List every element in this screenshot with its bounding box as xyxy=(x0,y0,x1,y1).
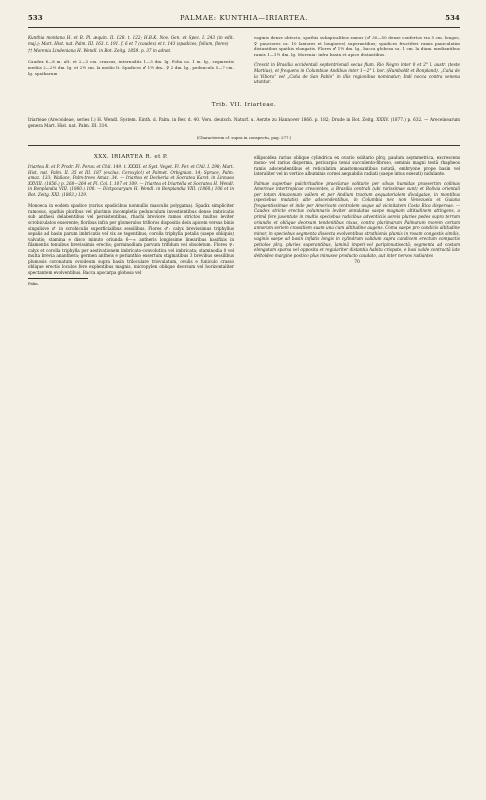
kunthia-description-cont: vaginis dense obtecto, spathis subapicalibus ramos (♂ 30—50 dense confertos via 5 cm. longos, ♀ pauciores ca. 10 laxiores et longiores) superantibus; spadices fructiferi ramis paniculatim distantibus spathis elongatis. Flores ♂ 1½ dm. lg., bacca globosa ca. 1 cm. la diam. mediantibus ramis 1—1½ dm. lg. Morenia: infra basin et apice distantibus. xyxy=(254,35,460,57)
section-rule xyxy=(28,145,460,146)
genus-right-column xyxy=(254,155,460,287)
page-footer xyxy=(28,281,234,287)
sheet-number: 70 xyxy=(354,260,360,266)
genus-synonyms: Iriartea R. et P. Prodr. Fl. Peruv. et Chil. 149. t. XXXII. et Syst. Veget. Fl. Per. et Chil. I. 298; Mart. Hist. nat. Palm. II. 35 et III. 187 (exclus. Ceroxylo!) et Palmet. Orbignian. 14; Spruce, Palm. amaz. 133; Wallace, Palm-trees Amaz. 34. — Iriartea et Deckeria et Socratea Karst. in Linnaea XXVIII. (1856.) p. 268—264 et Fl. Col. I. 107 et 109. — Iriartea et Iriartella et Socratea H. Wendl. in Bonplandia VIII. (1860.) 100. — Dictyocaryum H. Wendl. in Bonplandia VIII. (1860.) 106 et in Bot. Zeitg. XXI. (1863.) 129. xyxy=(28,164,234,197)
kunthia-distribution: Crescit in Brasilia occidentali septentrionali secus flum. Rio Negro inter 0 et 2° l. austr. (teste Martius), et frequens in Columbiae Andibus inter 1—2° l. bor. (Humboldt et Bonpland). „Caña de la Vibora“ vel „Caña de San Pablo“ in illis regionibus nominatur; Indi nocca contra venena utuntur. xyxy=(254,62,460,85)
header-rule xyxy=(28,27,460,28)
habit-description: Palmae superbae pulchritudine praeclarae solitarie per silvas humidas praesertim collinas Americae intertropicae crescentes, a Brasilia centrali (ubi rarissimae sunt) et Bolivia orientali per totam Amazonum vallem et per Andium tractum aequatorialem divulgatae, in montibus (speciebus mutatis) alte adscendentibus, in Columbia nec non Venezuela et Guiana frequentissimae et inde per Americam centralem usque ad vicinitatem Costa Rica dispersae. — Caudex stricte erectus columnaris leviter annulatus saepe magnam altitudinem attingens, a primâ fere juventute in multis speciebus radicibus adventiciis aereis pluries pedes supra terram oriundis et oblique deorsum tendentibus nixus, contra plurimarum Palmarum morem certam annorum seriem crassitiem suam una cum altitudine augens. Coma saepe pro candicis altitudine minor, in speciebus segmenta dissecta evolventibus struthionis plumis in rosam congestis similis, vaginis saepe ad basin inflatis longis in cylindrum validum supra candicem erectum compactis petiolos plrq. pluries superantibus, laminā imperi-vel paripinnatisectā; segmenta ad costam elongatam sparsa vel opposita et regulariter distantia habitu crispato, e basi valde contractā late deltoideo margine postico plus minusve producto caudato, aut inter nervos radiantes xyxy=(254,180,460,258)
tribe-heading: Trib. VII. Iriarteae. xyxy=(211,102,277,109)
main-columns xyxy=(28,155,460,287)
paper-page xyxy=(28,14,460,287)
running-header xyxy=(28,14,460,26)
page-number-left: 533 xyxy=(28,14,43,22)
tribe-text: Iriarteae (Arecoideae, series I.) H. Wendl. System. Einth. d. Palm. in Ber. d. 40. Vers. deutsch. Naturf. u. Aerzte zu Hannover 1866. p. 182; Drude in Bot. Zeitg. XXXV. (1877.) p. 632. — Areceinearum genera Mart. Hist. nat. Palm. III. 314. xyxy=(28,117,460,128)
top-columns xyxy=(28,35,460,86)
morenia-reference: †† Morenia Lindeniana H. Wendl. in Bot. Zeitg. 1859. p. 37 in adnot. xyxy=(28,47,172,53)
top-right-column xyxy=(254,35,460,86)
genus-description: Monoeca in eodem spadice (rarius spadicibus nonnullis masculis polygama). Spadix simpliciter ramosus, spathis pluribus vel plurimis incompletis pedunculum investientibus dense imbricatis sub anthesi delabentibus vel persistentibus, rhachi breviore ramos strictos multos leviter scrobiculatos exserente; floribus infra per glomerulos trifloros dispositis dein apicem versus binis singulisve ♂ in scrobiculis superficialibus sessilibus. Flores ♂: calyx brevissimus triphyllus sepalis ad basin parum imbricatis vel vix se tegentibus; corolla triphylla petalis (saepe obliquis) valvatis; stamina e disco minuto oriunda 6—∞ antheris longissime linearibus basifixis in filamentis tenuibus brevissimis erectis; gorminodium parvum trifidum vel obsoletum. Flores ♀: calyx et corolla triphylla per aestivationem imbricato-convolutiva vel imbricata; staminodia 0 vel multa brevia anantherа; germen antheis e perianthio exsertum stigmatibus 3 brevibus sessilibus plumosis coronatum ovoideum supra basin triloculare triovulatum, ovulis e funiculo crasso oblique erectis loculos fere explentibus magnis, micropylen oblique deorsum vel horizontaliter spectantem evolventibus. Bacca apocarpa globosa vel xyxy=(28,203,234,275)
kunthia-reference: Kunthia montana H. et B. Pl. æquin. II. 128. t. 122; H.B.K. Nov. Gen. et Spec. I. 243 (in edit. maj.); Mart. Hist. nat. Palm. III. 163. t. 191. f. 6 et 7 (caudex) et t. 143 (spadices, folium, flores) xyxy=(28,35,234,46)
footnote-rule xyxy=(28,278,88,279)
top-left-column xyxy=(28,35,234,86)
signature-mark: Palm. xyxy=(28,281,39,287)
running-title: PALMAE: KUNTHIA—IRIARTEA. xyxy=(180,14,308,22)
genus-heading: XXX. IRIARTEA R. et P. xyxy=(93,153,169,160)
page-number-right: 534 xyxy=(445,14,460,22)
genus-left-column xyxy=(28,155,234,287)
tribe-characters-note: (Characterem cf. supra in conspectu, pag. 277.) xyxy=(196,134,292,140)
kunthia-description: Caudex 6—8 m. alt. et 2—3 cm. crassus, internodiis 1—3 dm. lg. Folia ca. 1 m. lg., segmentis mediis 2—2½ dm. lg. et 2½ cm. la medio lt. Spadices ♂ 1½ dm., ♀ 2 dm. lg., pedunculo 5—7 cm. lg. spatharum xyxy=(28,59,234,76)
fruit-description: ellipsoidea rarius oblique cylindrica ex ovario solitario plrq. paulum asymmetrica, excrescens mono- vel rarius disperma, pericarpio tenui succulento-fibroso, seminis magni testā rhapheos ramis adscendentibus et reticulatim anastomosantibus notatā, embryone prope basin vel lateraliter vel in vertice albuminis cornei aequabilis radiati (saepe intus exesuti) nidulante. xyxy=(254,154,460,177)
